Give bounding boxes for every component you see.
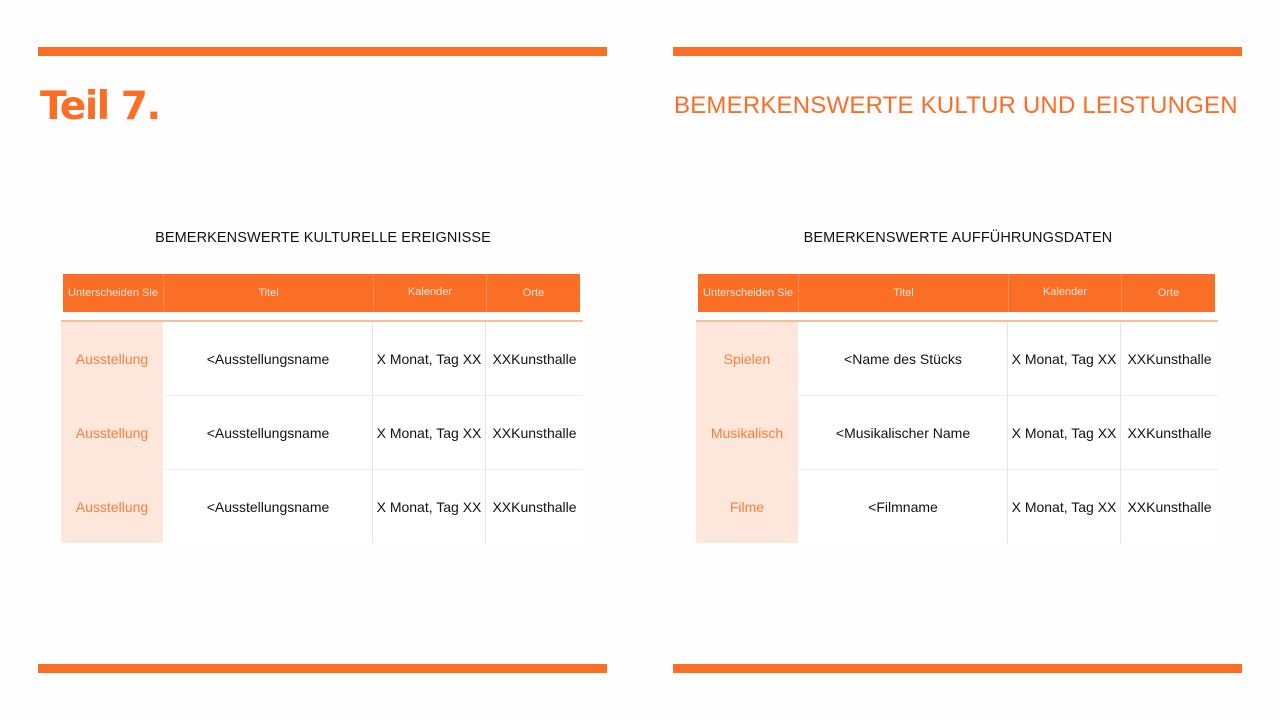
cell-location: XXKunsthalle [486, 322, 583, 395]
cell-category: Ausstellung [61, 322, 164, 395]
header-calendar: Kalender [374, 274, 487, 312]
top-right-accent-bar [673, 47, 1242, 56]
section-title: BEMERKENSWERTE KULTUR UND LEISTUNGEN [674, 92, 1238, 119]
cell-category: Ausstellung [61, 470, 164, 543]
header-location: Orte [1157, 287, 1180, 299]
cell-location: XXKunsthalle [486, 396, 583, 469]
table-row [61, 396, 583, 470]
table-row [696, 470, 1218, 543]
cell-location: XXKunsthalle [1121, 470, 1218, 543]
header-title: Titel [164, 274, 374, 312]
cell-title: <Filmname [799, 470, 1008, 543]
table-row [61, 322, 583, 396]
cell-date: X Monat, Tag XX [373, 322, 486, 395]
table-body [696, 320, 1218, 543]
cultural-events-table-block [61, 228, 583, 515]
header-category: Unterscheiden Sie [698, 274, 799, 312]
cell-title: <Ausstellungsname [164, 396, 373, 469]
header-calendar: Kalender [1009, 274, 1122, 312]
cell-location: XXKunsthalle [1121, 396, 1218, 469]
cell-date: X Monat, Tag XX [1008, 470, 1121, 543]
header-category: Unterscheiden Sie [63, 274, 164, 312]
cell-location: XXKunsthalle [486, 470, 583, 543]
cell-date: X Monat, Tag XX [1008, 396, 1121, 469]
table-header-row [698, 274, 1215, 312]
table-caption: BEMERKENSWERTE KULTURELLE EREIGNISSE [155, 230, 491, 246]
table-row [696, 396, 1218, 470]
table-row [61, 470, 583, 543]
cell-title: <Ausstellungsname [164, 322, 373, 395]
header-location: Orte [522, 287, 545, 299]
cell-date: X Monat, Tag XX [373, 396, 486, 469]
table-body [61, 320, 583, 543]
cell-category: Spielen [696, 322, 799, 395]
cell-date: X Monat, Tag XX [1008, 322, 1121, 395]
table-header-row [63, 274, 580, 312]
cell-category: Ausstellung [61, 396, 164, 469]
cell-title: <Name des Stücks [799, 322, 1008, 395]
cell-date: X Monat, Tag XX [373, 470, 486, 543]
cell-title: <Ausstellungsname [164, 470, 373, 543]
cell-location: XXKunsthalle [1121, 322, 1218, 395]
table-caption: BEMERKENSWERTE AUFFÜHRUNGSDATEN [803, 230, 1113, 246]
cell-title: <Musikalischer Name [799, 396, 1008, 469]
table-row [696, 322, 1218, 396]
cell-category: Filme [696, 470, 799, 543]
performance-dates-table-block [696, 228, 1218, 515]
bottom-right-accent-bar [673, 664, 1242, 673]
bottom-left-accent-bar [38, 664, 607, 673]
part-title: Teil 7. [40, 84, 160, 129]
header-title: Titel [799, 274, 1009, 312]
cell-category: Musikalisch [696, 396, 799, 469]
top-left-accent-bar [38, 47, 607, 56]
